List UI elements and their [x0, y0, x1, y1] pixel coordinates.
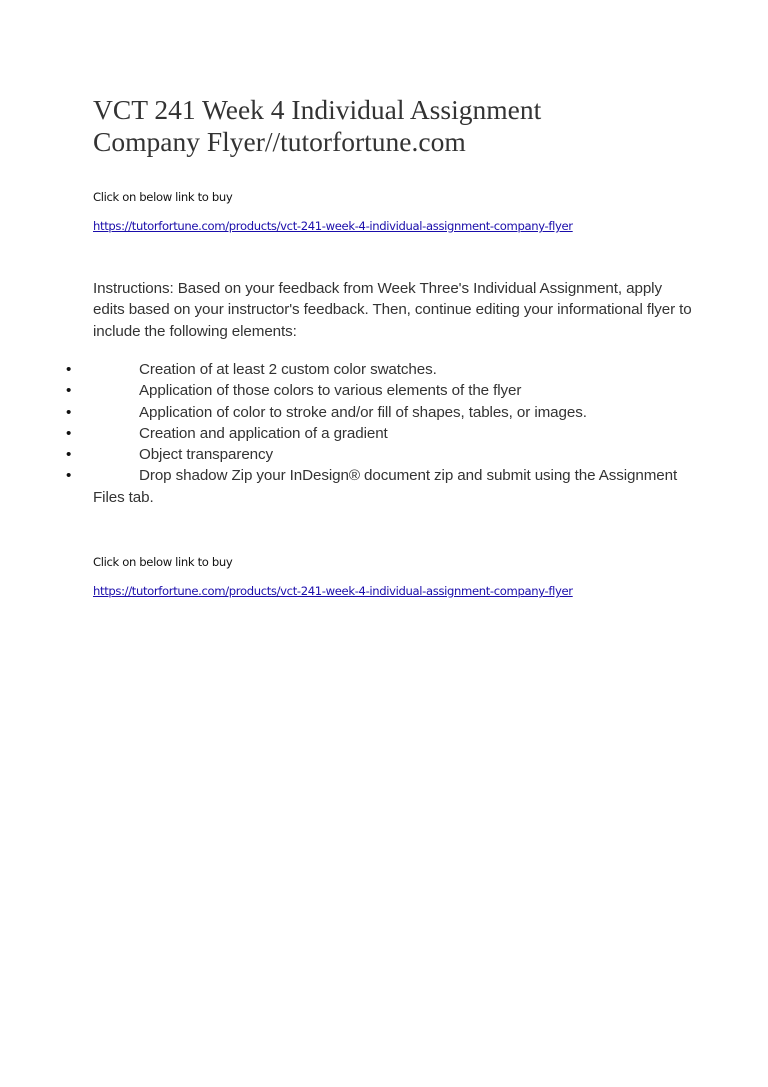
bullet-icon: • — [66, 361, 72, 378]
bullet-icon: • — [66, 424, 72, 442]
list-item — [0, 444, 684, 465]
list-item — [0, 402, 684, 423]
title-line-2: Company Flyer//tutorfortune.com — [93, 126, 466, 157]
list-item-text: Creation and application of a gradient — [139, 424, 388, 442]
bullet-icon: • — [66, 467, 72, 485]
list-item — [0, 423, 684, 444]
list-item-text: Object transparency — [139, 446, 274, 464]
list-item-continuation: Files tab. — [93, 488, 154, 506]
title-line-1: VCT 241 Week 4 Individual Assignment — [93, 94, 542, 125]
list-item — [0, 380, 684, 401]
bullet-icon: • — [66, 403, 72, 421]
buy-prompt-bottom: Click on below link to buy — [93, 555, 233, 569]
list-item — [0, 359, 684, 380]
list-item-text: Creation of at least 2 custom color swatches. — [139, 361, 437, 378]
list-item — [0, 465, 684, 508]
bullet-icon: • — [66, 446, 72, 464]
bullet-icon: • — [66, 382, 72, 400]
instructions-paragraph: Instructions: Based on your feedback from Week Three's Individual Assignment, apply edits based on your instructor's feedback. Then, continue editing your informational flyer to include the following elements: — [93, 280, 692, 340]
list-item-text: Drop shadow Zip your InDesign® document zip and submit using the Assignment — [139, 467, 678, 485]
list-item-text: Application of those colors to various elements of the flyer — [139, 382, 522, 400]
list-item-text: Application of color to stroke and/or fill of shapes, tables, or images. — [139, 403, 587, 421]
buy-prompt-top: Click on below link to buy — [93, 190, 233, 204]
buy-link-top[interactable]: https://tutorfortune.com/products/vct-241-week-4-individual-assignment-company-flyer — [93, 219, 573, 233]
elements-list — [0, 359, 768, 508]
page-title — [93, 94, 713, 158]
buy-link-bottom[interactable]: https://tutorfortune.com/products/vct-241-week-4-individual-assignment-company-flyer — [93, 584, 573, 598]
